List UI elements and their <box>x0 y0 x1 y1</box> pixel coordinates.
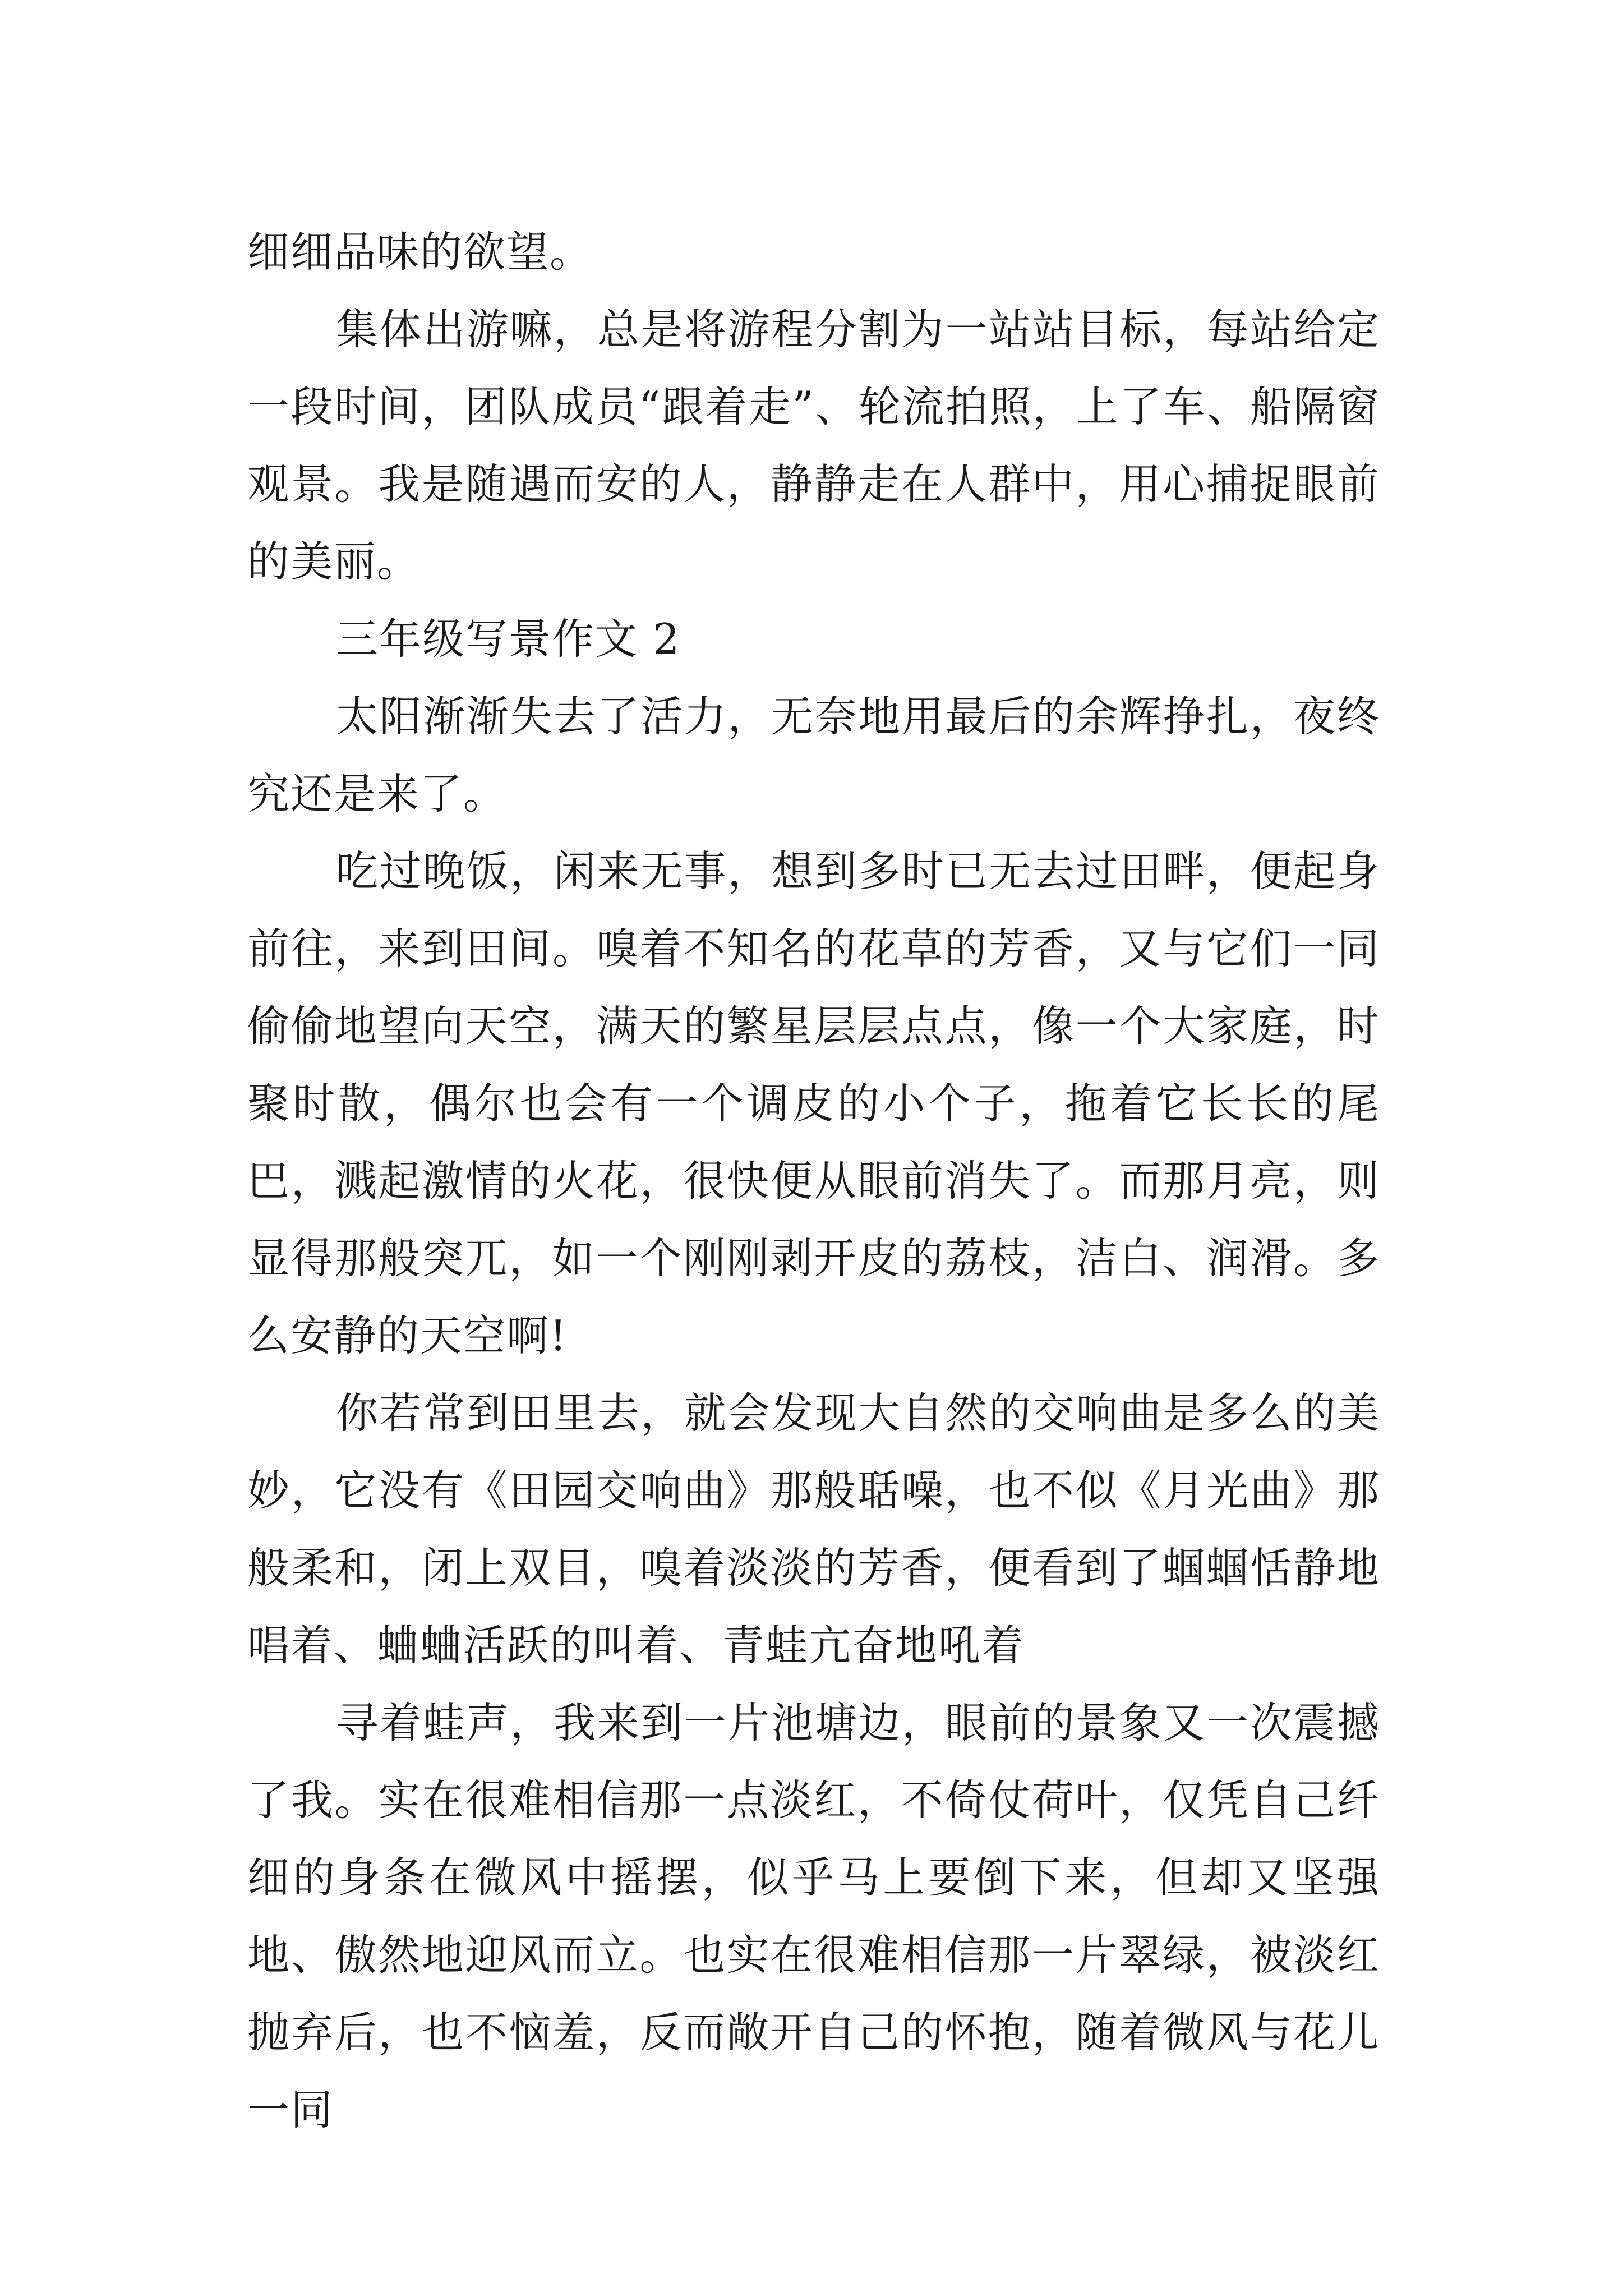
paragraph-continuation: 细细品味的欲望。 <box>247 227 593 277</box>
essay-heading: 三年级写景作文 2 <box>336 614 681 664</box>
paragraph-sunset: 太阳渐渐失去了活力，无奈地用最后的余辉挣扎，夜终究还是来了。 <box>247 692 1380 818</box>
paragraph-symphony: 你若常到田里去，就会发现大自然的交响曲是多么的美妙，它没有《田园交响曲》那般聒噪，也不似《月光曲》那般柔和，闭上双目，嗅着淡淡的芳香，便看到了蝈蝈恬静地唱着、蛐蛐活跃的叫着、青蛙亢奋地吼着 <box>247 1388 1380 1670</box>
paragraph-group-tour: 集体出游嘛，总是将游程分割为一站站目标，每站给定一段时间，团队成员“跟着走”、轮流拍照，上了车、船隔窗观景。我是随遇而安的人，静静走在人群中，用心捕捉眼前的美丽。 <box>247 305 1380 586</box>
paragraph-night-sky: 吃过晚饭，闲来无事，想到多时已无去过田畔，便起身前往，来到田间。嗅着不知名的花草的芳香，又与它们一同偷偷地望向天空，满天的繁星层层点点，像一个大家庭，时聚时散，偶尔也会有一个调皮的小个子，拖着它长长的尾巴，溅起激情的火花，很快便从眼前消失了。而那月亮，则显得那般突兀，如一个刚刚剥开皮的荔枝，洁白、润滑。多么安静的天空啊! <box>247 846 1380 1360</box>
essay-text-block <box>247 213 1380 2148</box>
paragraph-pond: 寻着蛙声，我来到一片池塘边，眼前的景象又一次震撼了我。实在很难相信那一点淡红，不倚仗荷叶，仅凭自己纤细的身条在微风中摇摆，似乎马上要倒下来，但却又坚强地、傲然地迎风而立。也实在很难相信那一片翠绿，被淡红抛弃后，也不恼羞，反而敞开自己的怀抱，随着微风与花儿一同 <box>247 1698 1380 2134</box>
